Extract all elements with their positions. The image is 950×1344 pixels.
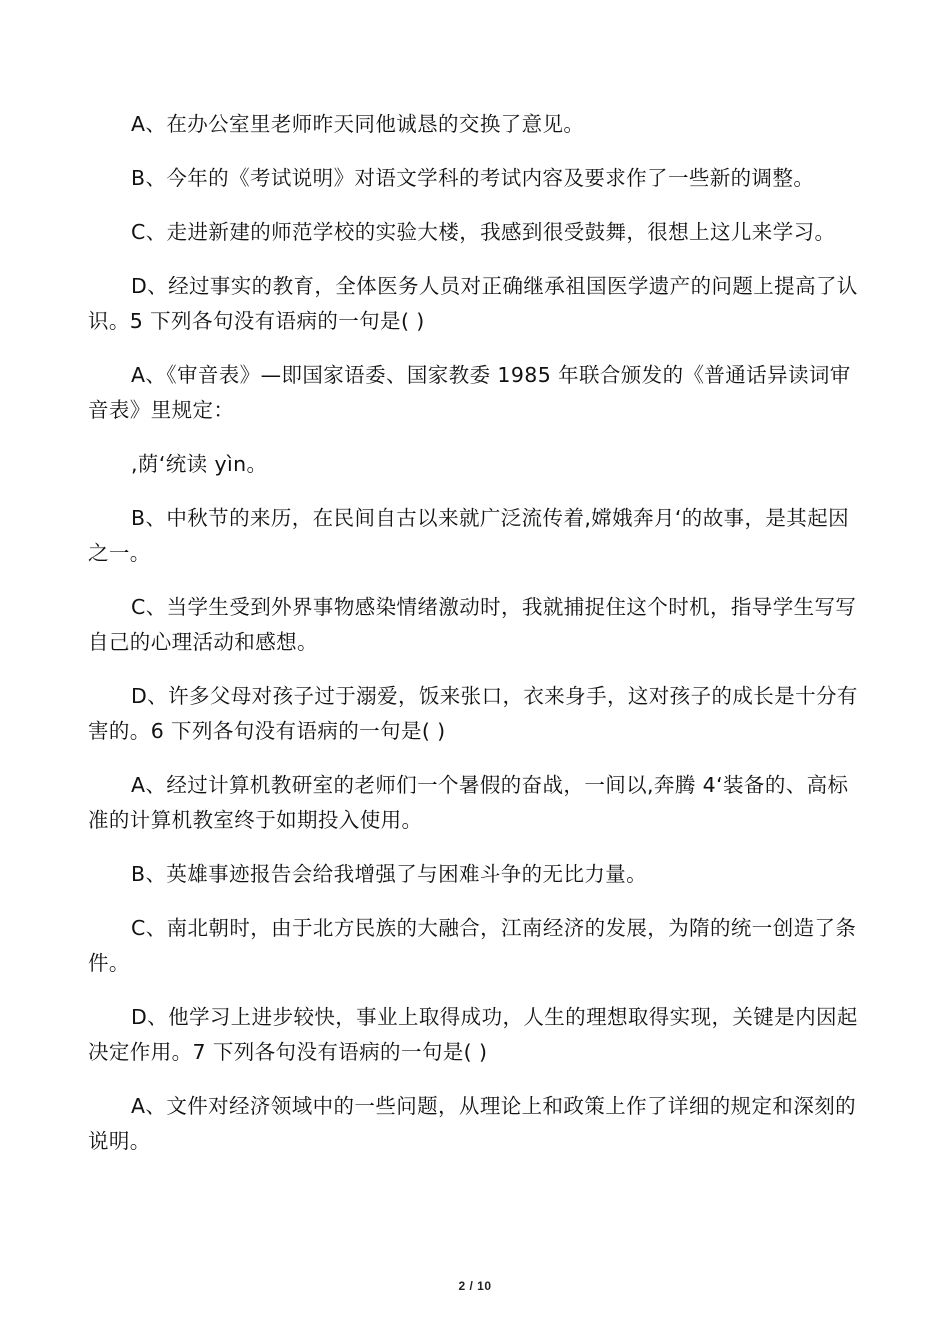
document-body — [88, 107, 860, 1178]
paragraph-option-a-pronunciation-table: A、《审音表》—即国家语委、国家教委 1985 年联合颁发的《普通话异读词审音表》里规定： — [88, 363, 851, 422]
paragraph-option-a-computer-lab: A、经过计算机教研室的老师们一个暑假的奋战，一间以,奔腾 4‘装备的、高标准的计算机教室终于如期投入使用。 — [88, 773, 849, 832]
paragraph-option-b-hero-report: B、英雄事迹报告会给我增强了与困难斗争的无比力量。 — [131, 862, 648, 886]
paragraph-option-a-office: A、在办公室里老师昨天同他诚恳的交换了意见。 — [131, 112, 585, 136]
paragraph-pronunciation-note: ,荫‘统读 yìn。 — [131, 452, 268, 476]
paragraph-option-c-students: C、当学生受到外界事物感染情绪激动时，我就捕捉住这个时机，指导学生写写自己的心理活动和感想。 — [88, 595, 857, 654]
paragraph-option-d-study-progress: D、他学习上进步较快，事业上取得成功，人生的理想取得实现，关键是内因起决定作用。7 下列各句没有语病的一句是( ) — [88, 1005, 858, 1064]
page-number: 2 / 10 — [458, 1279, 492, 1293]
paragraph-option-b-mid-autumn: B、中秋节的来历，在民间自古以来就广泛流传着,嫦娥奔月‘的故事，是其起因之一。 — [88, 506, 849, 565]
paragraph-option-c-lab-building: C、走进新建的师范学校的实验大楼，我感到很受鼓舞，很想上这儿来学习。 — [131, 220, 836, 244]
paragraph-option-d-parents: D、许多父母对孩子过于溺爱，饭来张口，衣来身手，这对孩子的成长是十分有害的。6 下列各句没有语病的一句是( ) — [88, 684, 858, 743]
paragraph-option-b-exam-guide: B、今年的《考试说明》对语文学科的考试内容及要求作了一些新的调整。 — [131, 166, 815, 190]
paragraph-option-c-southern-dynasties: C、南北朝时，由于北方民族的大融合，江南经济的发展，为隋的统一创造了条件。 — [88, 916, 857, 975]
paragraph-option-a-document-economy: A、文件对经济领域中的一些问题，从理论上和政策上作了详细的规定和深刻的说明。 — [88, 1094, 857, 1153]
paragraph-option-d-medical-staff: D、经过事实的教育，全体医务人员对正确继承祖国医学遗产的问题上提高了认识。5 下列各句没有语病的一句是( ) — [88, 274, 858, 333]
